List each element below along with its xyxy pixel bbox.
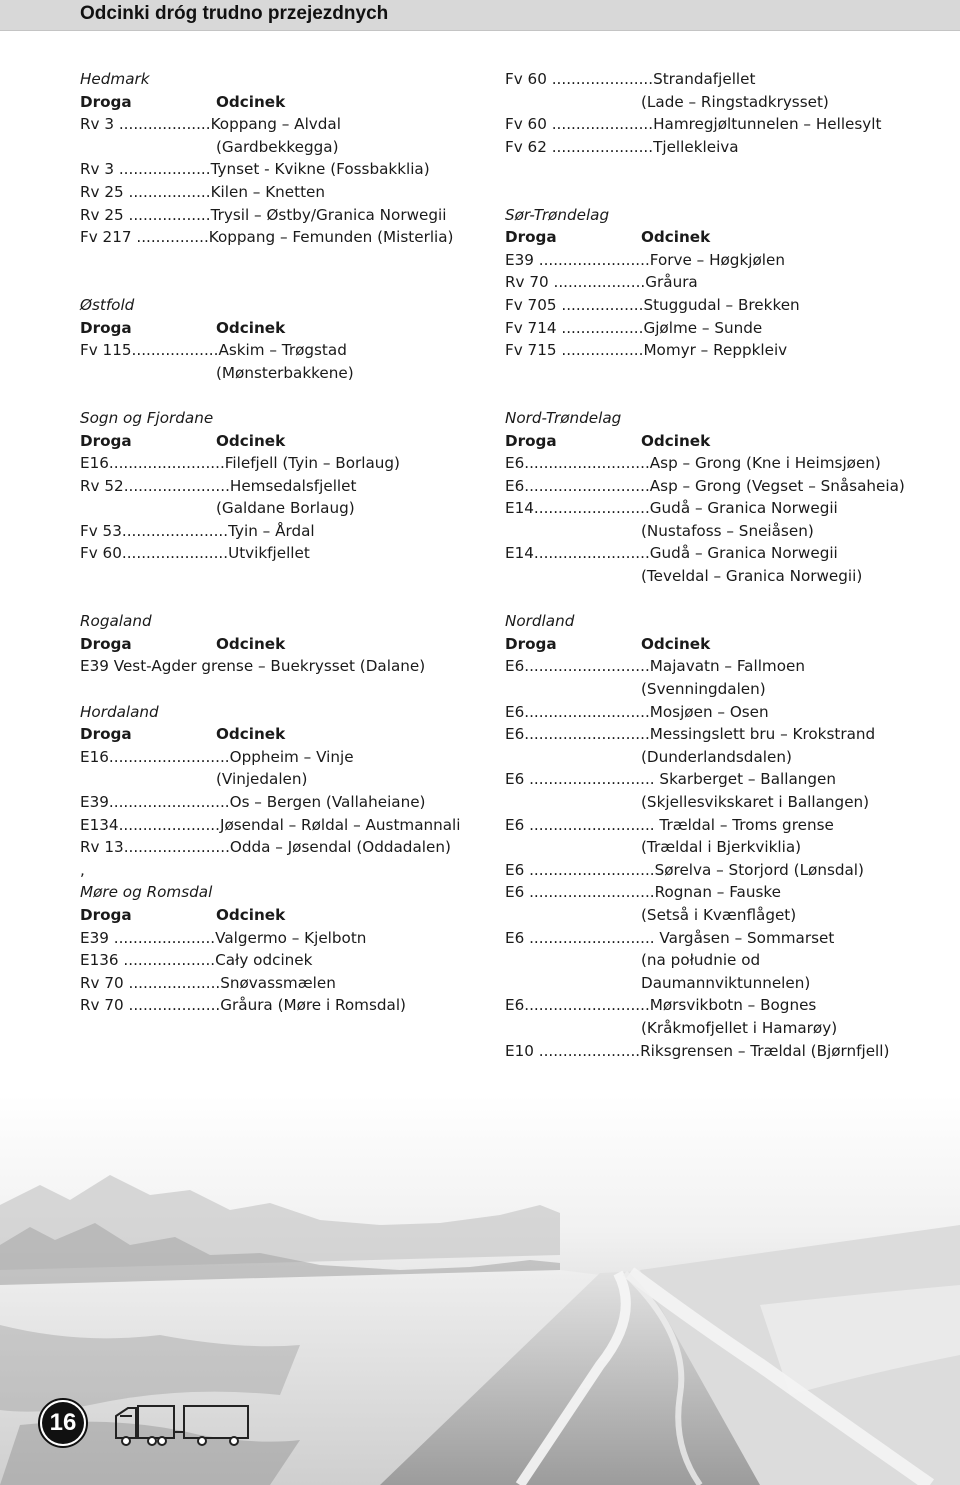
road-section-row: Fv 715 .................Momyr – Reppkleiv bbox=[505, 341, 788, 360]
column-header-droga: Droga bbox=[505, 228, 557, 247]
column-header-droga: Droga bbox=[505, 431, 557, 450]
column-header-odcinek: Odcinek bbox=[216, 634, 286, 653]
road-section-row: Fv 60 .....................Strandafjellet bbox=[505, 70, 756, 88]
region-title: Rogaland bbox=[80, 612, 152, 631]
road-section-continuation: (Setså i Kvænflåget) bbox=[641, 905, 797, 924]
column-header-odcinek: Odcinek bbox=[216, 431, 286, 450]
road-section-continuation: (Mønsterbakkene) bbox=[216, 363, 354, 382]
region-title: Møre og Romsdal bbox=[80, 883, 213, 902]
road-section-row: E136 ...................Cały odcinek bbox=[80, 951, 313, 970]
spacer bbox=[505, 362, 925, 385]
road-section-continuation: (Gardbekkegga) bbox=[216, 137, 339, 156]
road-section-row: Rv 52......................Hemsedalsfjellet bbox=[80, 476, 357, 495]
road-section-row: E6 ..........................Sørelva – Storjord (Lønsdal) bbox=[505, 860, 864, 879]
column-header-droga: Droga bbox=[505, 634, 557, 653]
road-section-continuation: (Vinjedalen) bbox=[216, 770, 308, 789]
road-section-row: E6..........................Majavatn – Fallmoen bbox=[505, 657, 805, 676]
road-section-row: E10 .....................Riksgrensen – Trældal (Bjørnfjell) bbox=[505, 1041, 890, 1060]
column-header-odcinek: Odcinek bbox=[641, 431, 711, 450]
road-section-row: E6..........................Mørsvikbotn – Bognes bbox=[505, 996, 817, 1015]
column-header-odcinek: Odcinek bbox=[216, 725, 286, 744]
table-header bbox=[80, 430, 490, 453]
spacer bbox=[80, 565, 490, 588]
road-section-row: Rv 3 ...................Tynset - Kvikne (Fossbakklia) bbox=[80, 160, 430, 179]
region-title: Hordaland bbox=[80, 702, 159, 721]
table-header bbox=[80, 723, 490, 746]
road-section-row: Fv 60 .....................Hamregjøltunnelen – Hellesylt bbox=[505, 115, 882, 134]
region-title: Hedmark bbox=[80, 70, 150, 88]
spacer bbox=[80, 588, 490, 611]
road-section-continuation: (Lade – Ringstadkrysset) bbox=[641, 92, 829, 111]
road-section-row: E6 .......................... Trældal – Troms grense bbox=[505, 815, 834, 834]
page-number: 16 bbox=[42, 1402, 84, 1444]
column-header-odcinek: Odcinek bbox=[216, 92, 286, 111]
road-section-row: E134.....................Jøsendal – Røldal – Austmannali bbox=[80, 815, 461, 834]
road-section-continuation: (Trældal i Bjerkviklia) bbox=[641, 838, 802, 857]
road-section-row: E6 .......................... Vargåsen – Sommarset bbox=[505, 928, 835, 947]
road-section-row: E16........................Filefjell (Tyin – Borlaug) bbox=[80, 454, 400, 473]
page-header bbox=[0, 0, 960, 31]
road-section-continuation: (na południe od bbox=[641, 951, 761, 970]
spacer bbox=[505, 158, 925, 181]
road-section-continuation: (Svenningdalen) bbox=[641, 680, 766, 699]
table-header bbox=[505, 633, 925, 656]
page-number-badge bbox=[38, 1398, 88, 1448]
road-section-row: Rv 13......................Odda – Jøsendal (Oddadalen) bbox=[80, 838, 451, 857]
road-section-row: Fv 705 .................Stuggudal – Brekken bbox=[505, 295, 800, 314]
column-header-droga: Droga bbox=[80, 431, 132, 450]
road-section-row: Fv 60......................Utvikfjellet bbox=[80, 544, 310, 563]
road-section-continuation: (Teveldal – Granica Norwegii) bbox=[641, 567, 863, 586]
road-section-row: Fv 115..................Askim – Trøgstad bbox=[80, 341, 347, 360]
column-header-droga: Droga bbox=[80, 905, 132, 924]
region-title: Nordland bbox=[505, 612, 575, 631]
road-section-row: Fv 53......................Tyin – Årdal bbox=[80, 521, 315, 540]
road-section-row: Rv 70 ...................Gråura (Møre i Romsdal) bbox=[80, 996, 406, 1015]
column-header-droga: Droga bbox=[80, 634, 132, 653]
table-header bbox=[80, 904, 490, 927]
road-section-row: Rv 70 ...................Snøvassmælen bbox=[80, 973, 336, 992]
spacer bbox=[80, 678, 490, 701]
road-section-row: E6..........................Asp – Grong (Kne i Heimsjøen) bbox=[505, 454, 881, 473]
region-title: Sør-Trøndelag bbox=[505, 205, 610, 224]
region-title: Sogn og Fjordane bbox=[80, 408, 214, 427]
spacer bbox=[80, 271, 490, 294]
column-header-odcinek: Odcinek bbox=[216, 318, 286, 337]
road-section-continuation: (Nustafoss – Sneiåsen) bbox=[641, 521, 814, 540]
region-title: Nord-Trøndelag bbox=[505, 408, 622, 427]
road-section-continuation: (Galdane Borlaug) bbox=[216, 499, 355, 518]
road-section-continuation: Daumannviktunnelen) bbox=[641, 973, 811, 992]
road-section-continuation: (Dunderlandsdalen) bbox=[641, 747, 792, 766]
road-section-row: E16.........................Oppheim – Vinje bbox=[80, 747, 354, 766]
road-section-row: Fv 714 .................Gjølme – Sunde bbox=[505, 318, 763, 337]
road-section-row: E39 .....................Valgermo – Kjelbotn bbox=[80, 928, 367, 947]
left-column bbox=[80, 68, 490, 1017]
road-section-row: Rv 70 ...................Gråura bbox=[505, 273, 698, 292]
region-title: Østfold bbox=[80, 295, 135, 314]
road-section-row: E6..........................Asp – Grong (Vegset – Snåsaheia) bbox=[505, 476, 905, 495]
table-header bbox=[505, 226, 925, 249]
table-header bbox=[505, 430, 925, 453]
truck-trailer-icon bbox=[112, 1402, 252, 1448]
road-section-row: E6 .......................... Skarberget – Ballangen bbox=[505, 770, 837, 789]
column-header-odcinek: Odcinek bbox=[216, 905, 286, 924]
road-section-row: E39.........................Os – Bergen (Vallaheiane) bbox=[80, 793, 426, 811]
road-section-row: E6..........................Messingslett bru – Krokstrand bbox=[505, 725, 876, 744]
road-section-row: E14........................Gudå – Granica Norwegii bbox=[505, 499, 838, 518]
road-section-row: Fv 217 ...............Koppang – Femunden (Misterlia) bbox=[80, 228, 454, 247]
spacer bbox=[80, 249, 490, 272]
column-header-odcinek: Odcinek bbox=[641, 228, 711, 247]
road-section-row: E14........................Gudå – Granica Norwegii bbox=[505, 544, 838, 563]
column-header-droga: Droga bbox=[80, 92, 132, 111]
road-section-row: E39 Vest-Agder grense – Buekrysset (Dalane) bbox=[80, 657, 426, 676]
spacer bbox=[80, 384, 490, 407]
column-header-odcinek: Odcinek bbox=[641, 634, 711, 653]
spacer bbox=[505, 384, 925, 407]
spacer bbox=[505, 588, 925, 611]
road-section-row: Rv 25 .................Trysil – Østby/Granica Norwegii bbox=[80, 205, 447, 224]
column-header-droga: Droga bbox=[80, 318, 132, 337]
table-header bbox=[80, 91, 490, 114]
road-section-continuation: (Skjellesvikskaret i Ballangen) bbox=[641, 793, 870, 811]
column-header-droga: Droga bbox=[80, 725, 132, 744]
road-section-row: E6..........................Mosjøen – Osen bbox=[505, 702, 769, 721]
table-header bbox=[80, 633, 490, 656]
road-section-row: Rv 25 .................Kilen – Knetten bbox=[80, 182, 326, 201]
road-section-row: Fv 62 .....................Tjellekleiva bbox=[505, 137, 739, 156]
road-section-row: E39 .......................Forve – Høgkjølen bbox=[505, 250, 785, 269]
road-section-row: E6 ..........................Rognan – Fauske bbox=[505, 883, 781, 902]
road-section-row: Rv 3 ...................Koppang – Alvdal bbox=[80, 115, 341, 134]
road-section-continuation: (Kråkmofjellet i Hamarøy) bbox=[641, 1018, 838, 1037]
table-header bbox=[80, 317, 490, 340]
spacer bbox=[505, 181, 925, 204]
right-column bbox=[505, 68, 925, 1062]
page-title: Odcinki dróg trudno przejezdnych bbox=[80, 3, 389, 24]
road-section-row: , bbox=[80, 860, 85, 879]
